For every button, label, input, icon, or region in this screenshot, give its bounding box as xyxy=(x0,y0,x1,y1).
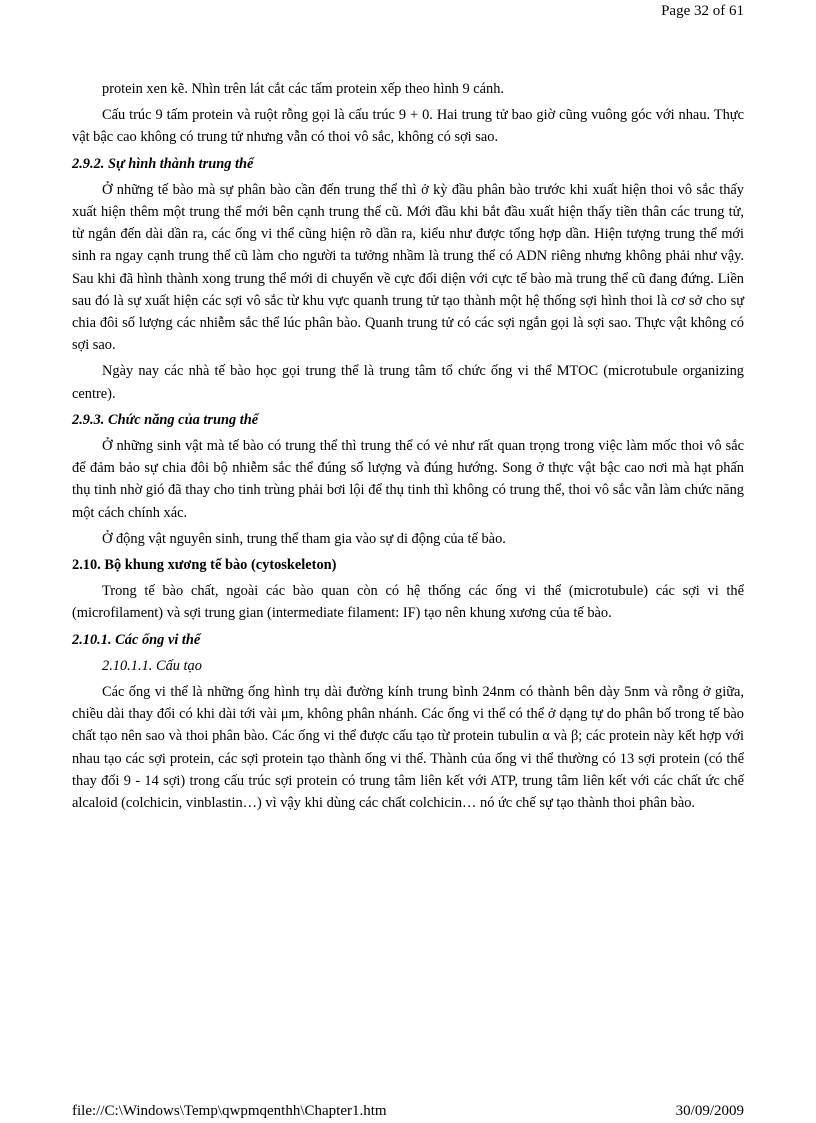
paragraph: Ở những tế bào mà sự phân bào cần đến trung thể thì ở kỳ đầu phân bào trước khi xuất hiện thoi vô sắc thấy xuất hiện thêm một trung thể mới bên cạnh trung thể cũ. Mới đầu khi bắt đầu xuất hiện thấy tiền thân các trung tử, từ ngắn đến dài dần ra, các ống vi thể cũng hiện rõ dần ra, kiểu như được tổng hợp dần. Hiện tượng trung thể mới sinh ra ngay cạnh trung thể cũ làm cho người ta tưởng nhầm là trung thể có ADN riêng nhưng không phải như vậy. Sau khi đã hình thành xong trung thể mới di chuyển về cực đối diện với cực tế bào mà trung thể cũ đang đứng. Liền sau đó là sự xuất hiện các sợi vô sắc từ khu vực quanh trung tử tạo thành một hệ thống sợi hình thoi là cơ sở cho sự chia đôi số lượng các nhiễm sắc thể lúc phân bào. Quanh trung tử có các sợi ngắn gọi là sợi sao. Thực vật không có sợi sao. xyxy=(72,181,744,354)
section-heading-2-10-1: 2.10.1. Các ống vi thể xyxy=(72,631,201,648)
paragraph: Các ống vi thể là những ống hình trụ dài đường kính trung bình 24nm có thành bên dày 5nm và rỗng ở giữa, chiều dài thay đổi có khi dài tới vài μm, không phân nhánh. Các ống vi thể có thể ở dạng tự do phân bố trong tế bào chất tạo nên sao và thoi phân bào. Các ống vi thể được cấu tạo từ protein tubulin α và β; các protein này kết hợp với nhau tạo các sợi protein, các sợi protein tạo thành ống vi thể. Thành của ống vi thể thường có 13 sợi protein (có thể thay đổi 9 - 14 sợi) trong cấu trúc sợi protein có trung tâm liên kết với ATP, trung tâm liên kết với các chất ức chế alcaloid (colchicin, vinblastin…) vì vậy khi dùng các chất colchicin… nó ức chế sự tạo thành thoi phân bào. xyxy=(72,684,744,812)
paragraph: protein xen kẽ. Nhìn trên lát cắt các tấm protein xếp theo hình 9 cánh. xyxy=(102,81,504,97)
paragraph: Trong tế bào chất, ngoài các bào quan còn có hệ thống các ống vi thể (microtubule) các sợi vi thể (microfilament) và sợi trung gian (intermediate filament: IF) tạo nên khung xương của tế bào. xyxy=(72,583,744,622)
paragraph: Ngày nay các nhà tế bào học gọi trung thể là trung tâm tổ chức ống vi thể MTOC (microtubule organizing centre). xyxy=(72,363,744,402)
paragraph: Ở những sinh vật mà tế bào có trung thể thì trung thể có vẻ như rất quan trọng trong việc làm mốc thoi vô sắc để đảm bảo sự chia đôi bộ nhiễm sắc thể đúng số lượng và đúng hướng. Song ở thực vật bậc cao nơi mà hạt phấn thụ tinh nhờ gió đã thay cho tinh trùng phải bơi lội để thụ tinh thì không có trung thể, thoi vô sắc vẫn làm chức năng một cách chính xác. xyxy=(72,438,744,521)
paragraph: Cấu trúc 9 tấm protein và ruột rỗng gọi là cấu trúc 9 + 0. Hai trung tử bao giờ cũng vuông góc với nhau. Thực vật bậc cao không có trung tử nhưng vẫn có thoi vô sắc, không có sợi sao. xyxy=(72,107,744,146)
file-path: file://C:\Windows\Temp\qwpmqenthh\Chapter1.htm xyxy=(72,1103,387,1119)
document-body xyxy=(72,78,744,818)
print-date: 30/09/2009 xyxy=(675,1103,744,1119)
section-heading-2-9-2: 2.9.2. Sự hình thành trung thể xyxy=(72,155,254,172)
subsection-heading-2-10-1-1: 2.10.1.1. Cấu tạo xyxy=(102,657,202,674)
paragraph: Ở động vật nguyên sinh, trung thể tham gia vào sự di động của tế bào. xyxy=(102,530,506,547)
page-number: Page 32 of 61 xyxy=(661,3,744,19)
section-heading-2-9-3: 2.9.3. Chức năng của trung thể xyxy=(72,411,259,428)
section-heading-2-10: 2.10. Bộ khung xương tế bào (cytoskeleton) xyxy=(72,557,337,574)
